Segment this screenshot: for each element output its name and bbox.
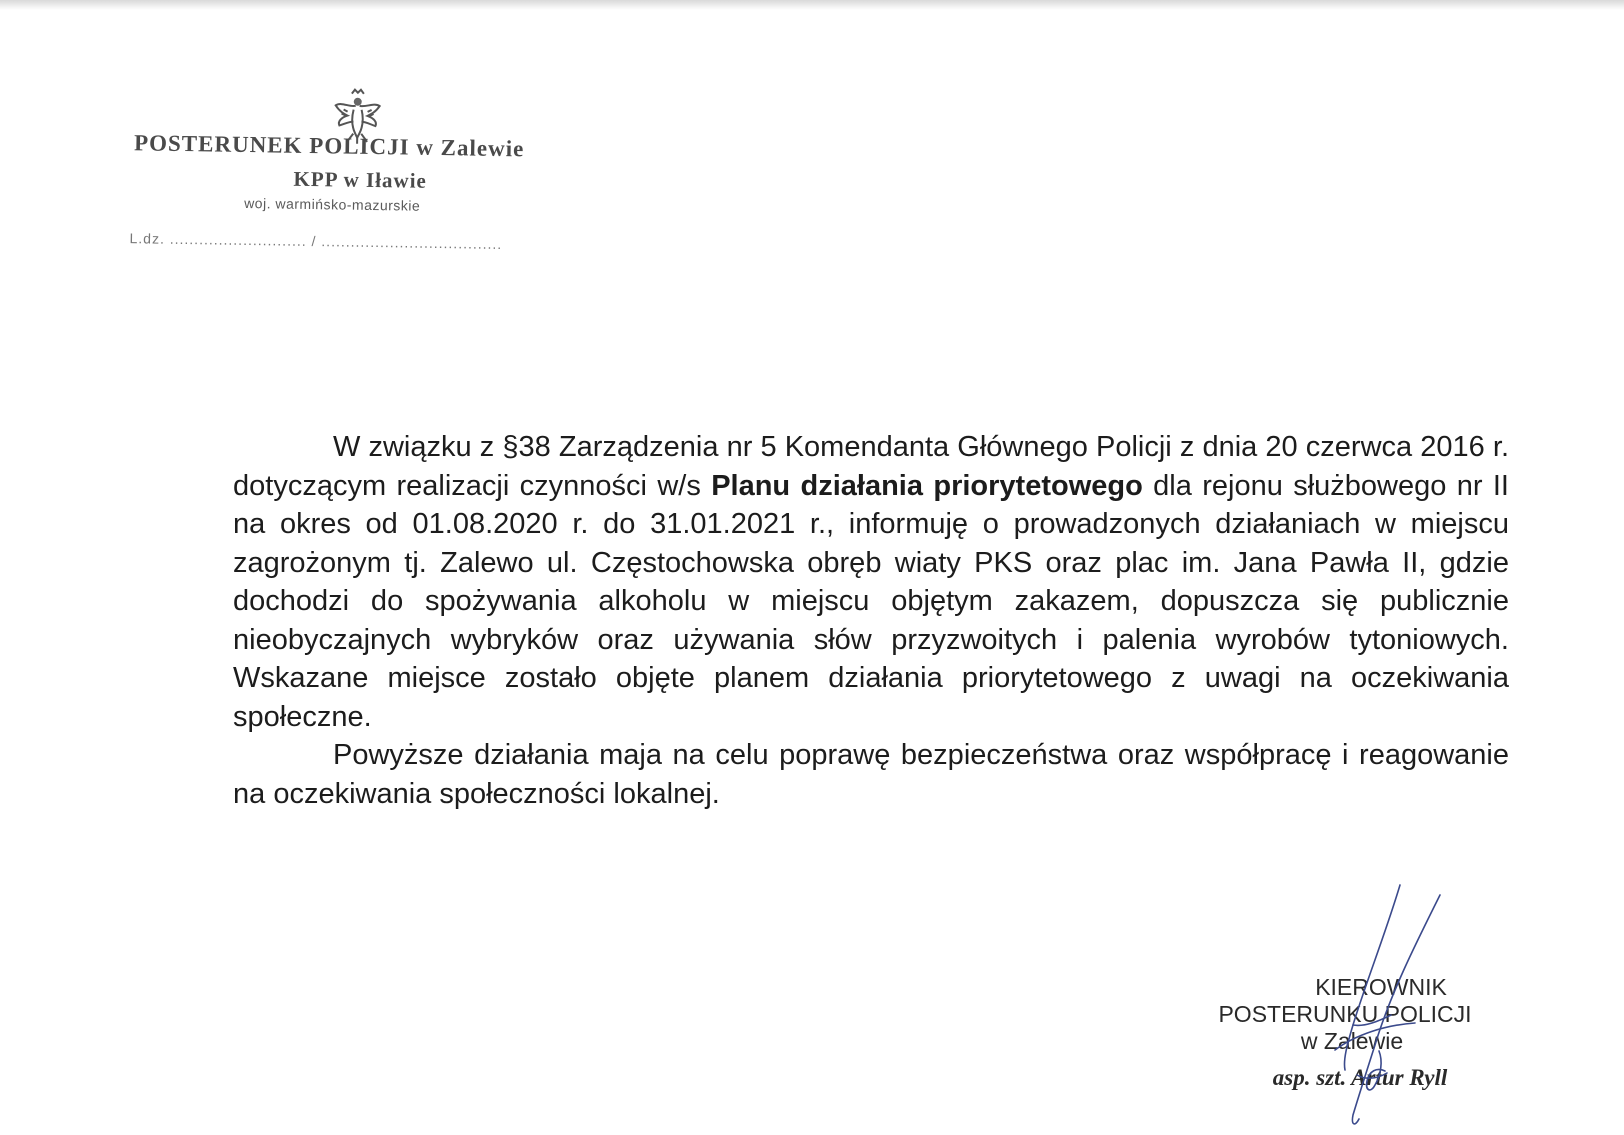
handwritten-signature-icon [1295,875,1495,1135]
letter-paragraph-2: Powyższe działania maja na celu poprawę bezpieczeństwa oraz współpracę i reagowanie na oczekiwania społeczności lokalnej. [233,739,1509,810]
paragraph-1-text-b: dla rejonu służbowego nr II na okres od 01.08.2020 r. do 31.01.2021 r., informuję o prowadzonych działaniach w miejscu zagrożonym tj. Zalewo ul. Częstochowska obręb wiaty PKS oraz plac im. Jana Pawła II, gdzie dochodzi do spożywania alkoholu w miejscu objętym zakazem, dopuszcza się publicznie nieobyczajnych wybryków oraz używania słów przyzwoitych i palenia wyrobów tytoniowych. Wskazane miejsce zostało objęte planem działania priorytetowego z uwagi na oczekiwania społeczne. [233,469,1509,733]
signatory-title-line-3: w Zalewie [1300,1028,1404,1054]
police-post-stamp [117,84,590,281]
letter-body [233,428,1509,813]
stamp-reference-number: L.dz. ............................ / ..................................... [129,230,503,253]
letter-paragraph-1 [233,428,1509,736]
scan-top-edge [0,0,1624,10]
signatory-title-line-1: KIEROWNIK [1315,974,1447,1000]
paragraph-1-text-a: W związku z §38 Zarządzenia nr 5 Komendanta Głównego Policji z dnia 20 czerwca 2016 r. dotyczącym realizacji czynności w/s [233,431,1509,502]
stamp-parent-unit: KPP w Iławie [293,166,428,193]
paragraph-1-bold-phrase: Planu działania priorytetowego [711,469,1143,502]
signatory-title-line-2: POSTERUNKU POLICJI [1218,1001,1472,1027]
signatory-name-stamp: asp. szt. Artur Ryll [1272,1065,1448,1090]
stamp-unit-name: POSTERUNEK POLICJI w Zalewie [133,130,525,162]
stamp-voivodeship: woj. warmińsko-mazurskie [244,194,421,214]
